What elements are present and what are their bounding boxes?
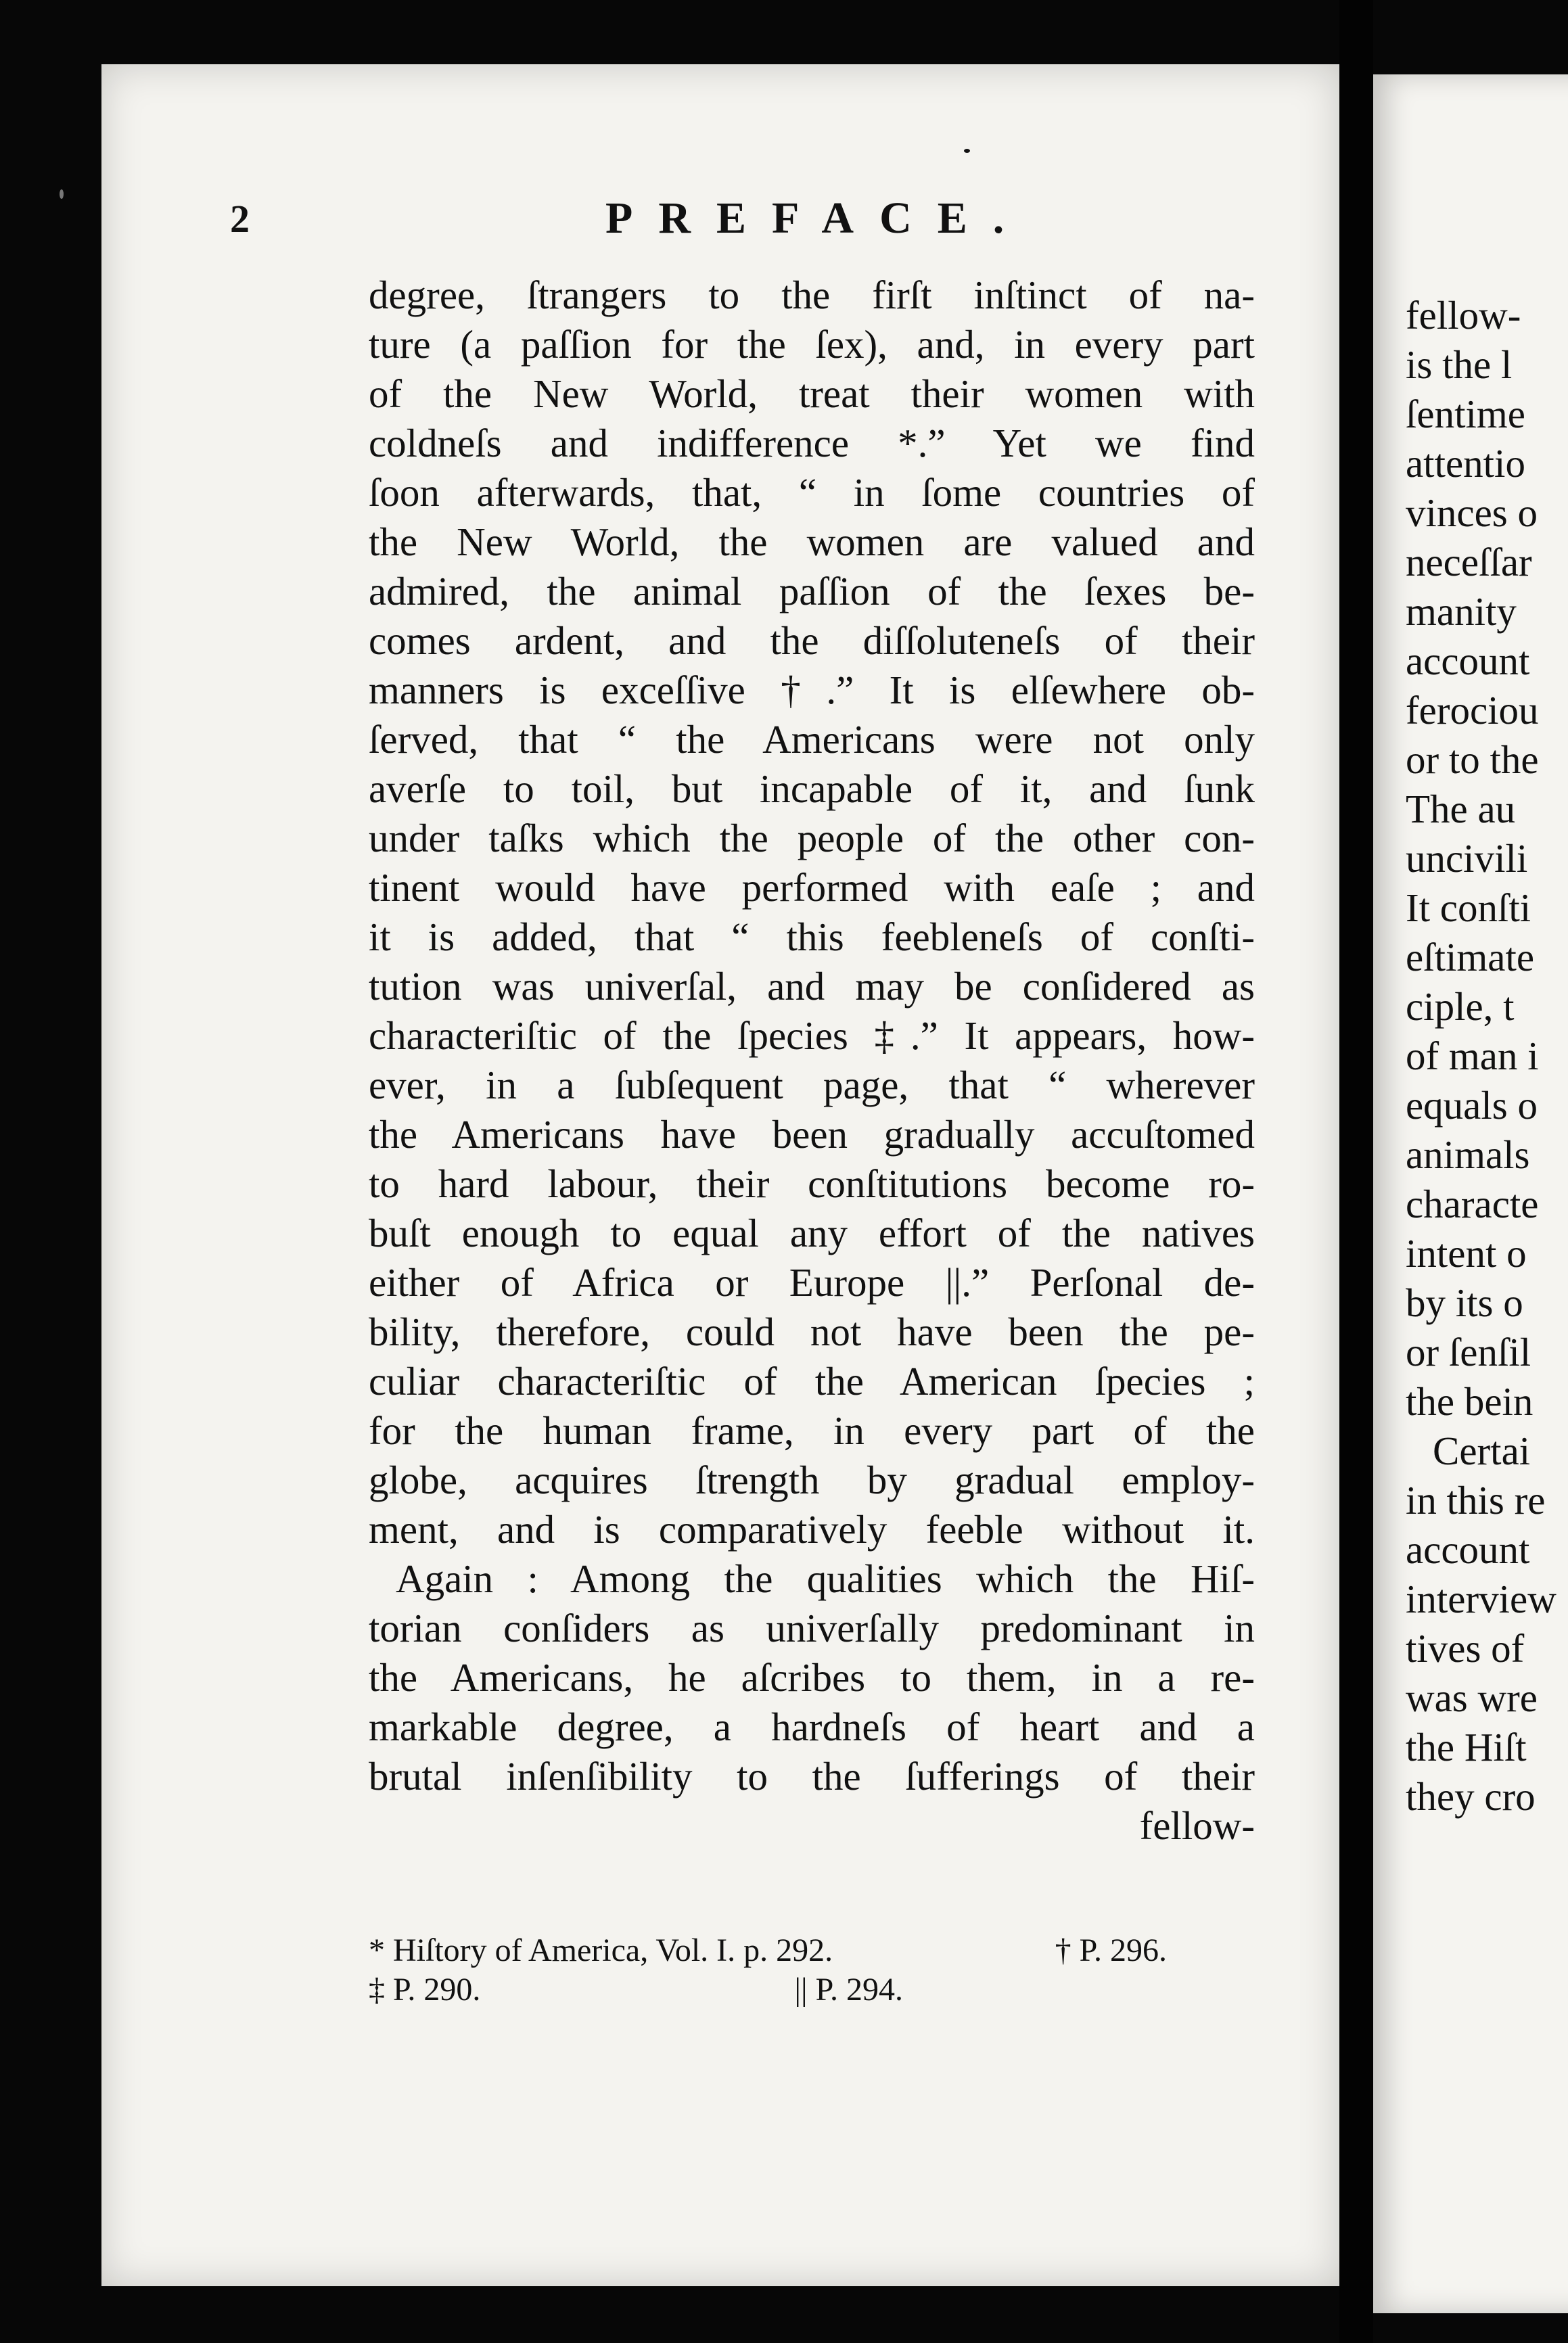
text-line: account [1406,639,1530,683]
footnote: * Hiſtory of America, Vol. I. p. 292. [369,1932,833,1968]
text-line: by its o [1406,1280,1523,1325]
text-line: tives of [1406,1626,1525,1671]
text-line: the New World, the women are valued and [369,519,1255,564]
text-line: the Hiſt [1406,1725,1527,1769]
text-line: manners is exceſſive †.” It is elſewhere ob- [369,668,1255,712]
footnotes [369,1931,1255,2010]
text-line: Certai [1433,1429,1531,1473]
text-line: ture (a paſſion for the ſex), and, in every part [369,322,1255,367]
catchword: fellow- [1139,1803,1255,1848]
page-number: 2 [230,197,250,241]
text-line: coldneſs and indifference *.” Yet we find [369,421,1255,465]
text-line: uncivili [1406,836,1528,881]
text-line: ſerved, that “ the Americans were not only [369,717,1255,762]
facing-page-text [1406,291,1557,1822]
text-line: of the New World, treat their women with [369,371,1255,416]
text-line: the Americans have been gradually accuſtomed [369,1112,1255,1157]
text-line: was wre [1406,1675,1538,1720]
text-line: ciple, t [1406,984,1515,1029]
text-line: the Americans, he aſcribes to them, in a re- [369,1655,1255,1700]
text-line: account [1406,1527,1530,1572]
text-line: it is added, that “ this feebleneſs of conſti- [369,914,1255,959]
text-line: intent o [1406,1231,1527,1276]
text-line: ferociou [1406,688,1539,733]
text-line: fellow- [1406,293,1521,338]
text-line: globe, acquires ſtrength by gradual employ- [369,1458,1255,1502]
text-line: vinces o [1406,490,1538,535]
text-line: the bein [1406,1379,1534,1424]
text-line: It conſti [1406,885,1531,930]
text-line: they cro [1406,1774,1536,1819]
footnote: ‡ P. 290. [369,1972,481,2008]
text-line: culiar characteriſtic of the American ſpecies ; [369,1359,1255,1404]
text-line: ſoon afterwards, that, “ in ſome countries of [369,470,1255,515]
text-line: is the l [1406,342,1513,387]
text-line: tinent would have performed with eaſe ; and [369,865,1255,910]
ink-speck [964,149,970,153]
text-line: under taſks which the people of the other con- [369,816,1255,860]
text-line: in this re [1406,1478,1546,1523]
text-line: buſt enough to equal any effort of the natives [369,1211,1255,1255]
text-line: manity [1406,589,1517,634]
text-line: interview [1406,1577,1557,1621]
text-line: ever, in a ſubſequent page, that “ wherever [369,1063,1255,1107]
footnote: || P. 294. [794,1972,903,2008]
text-line: torian conſiders as univerſally predominant in [369,1606,1255,1650]
text-line: admired, the animal paſſion of the ſexes be- [369,569,1255,613]
text-line: animals [1406,1132,1530,1177]
text-line: to hard labour, their conſtitutions become ro- [369,1161,1255,1206]
ink-speck [60,189,64,199]
text-line: attentio [1406,441,1525,486]
text-line: degree, ſtrangers to the firſt inſtinct of na- [369,273,1255,317]
footnote-row [369,1931,1255,1970]
footnote-row [369,1970,1255,2010]
text-line: either of Africa or Europe ||.” Perſonal de- [369,1260,1255,1305]
running-head: PREFACE. [605,193,1030,243]
text-line: brutal inſenſibility to the ſufferings of their [369,1754,1255,1799]
text-line: equals o [1406,1083,1538,1128]
text-line: eſtimate [1406,935,1535,979]
text-line: comes ardent, and the diſſoluteneſs of their [369,618,1255,663]
text-line: or to the [1406,737,1539,782]
text-line: Again : Among the qualities which the Hiſ- [396,1556,1255,1601]
text-line: tution was univerſal, and may be conſidered as [369,964,1255,1008]
text-line: ſentime [1406,392,1525,436]
text-line: The au [1406,787,1516,831]
text-line: neceſſar [1406,540,1532,584]
text-line: of man i [1406,1034,1539,1078]
text-line: characteriſtic of the ſpecies ‡.” It appears, how- [369,1013,1255,1058]
text-line: or ſenſil [1406,1330,1531,1374]
text-line: ment, and is comparatively feeble without it. [369,1507,1255,1552]
text-line: bility, therefore, could not have been the pe- [369,1309,1255,1354]
text-line: averſe to toil, but incapable of it, and ſunk [369,766,1255,811]
text-line: markable degree, a hardneſs of heart and a [369,1704,1255,1749]
footnote: † P. 296. [1055,1932,1167,1968]
text-line: for the human frame, in every part of the [369,1408,1255,1453]
body-text [369,271,1255,1851]
book-gutter [1339,0,1373,2343]
text-line: characte [1406,1182,1539,1226]
